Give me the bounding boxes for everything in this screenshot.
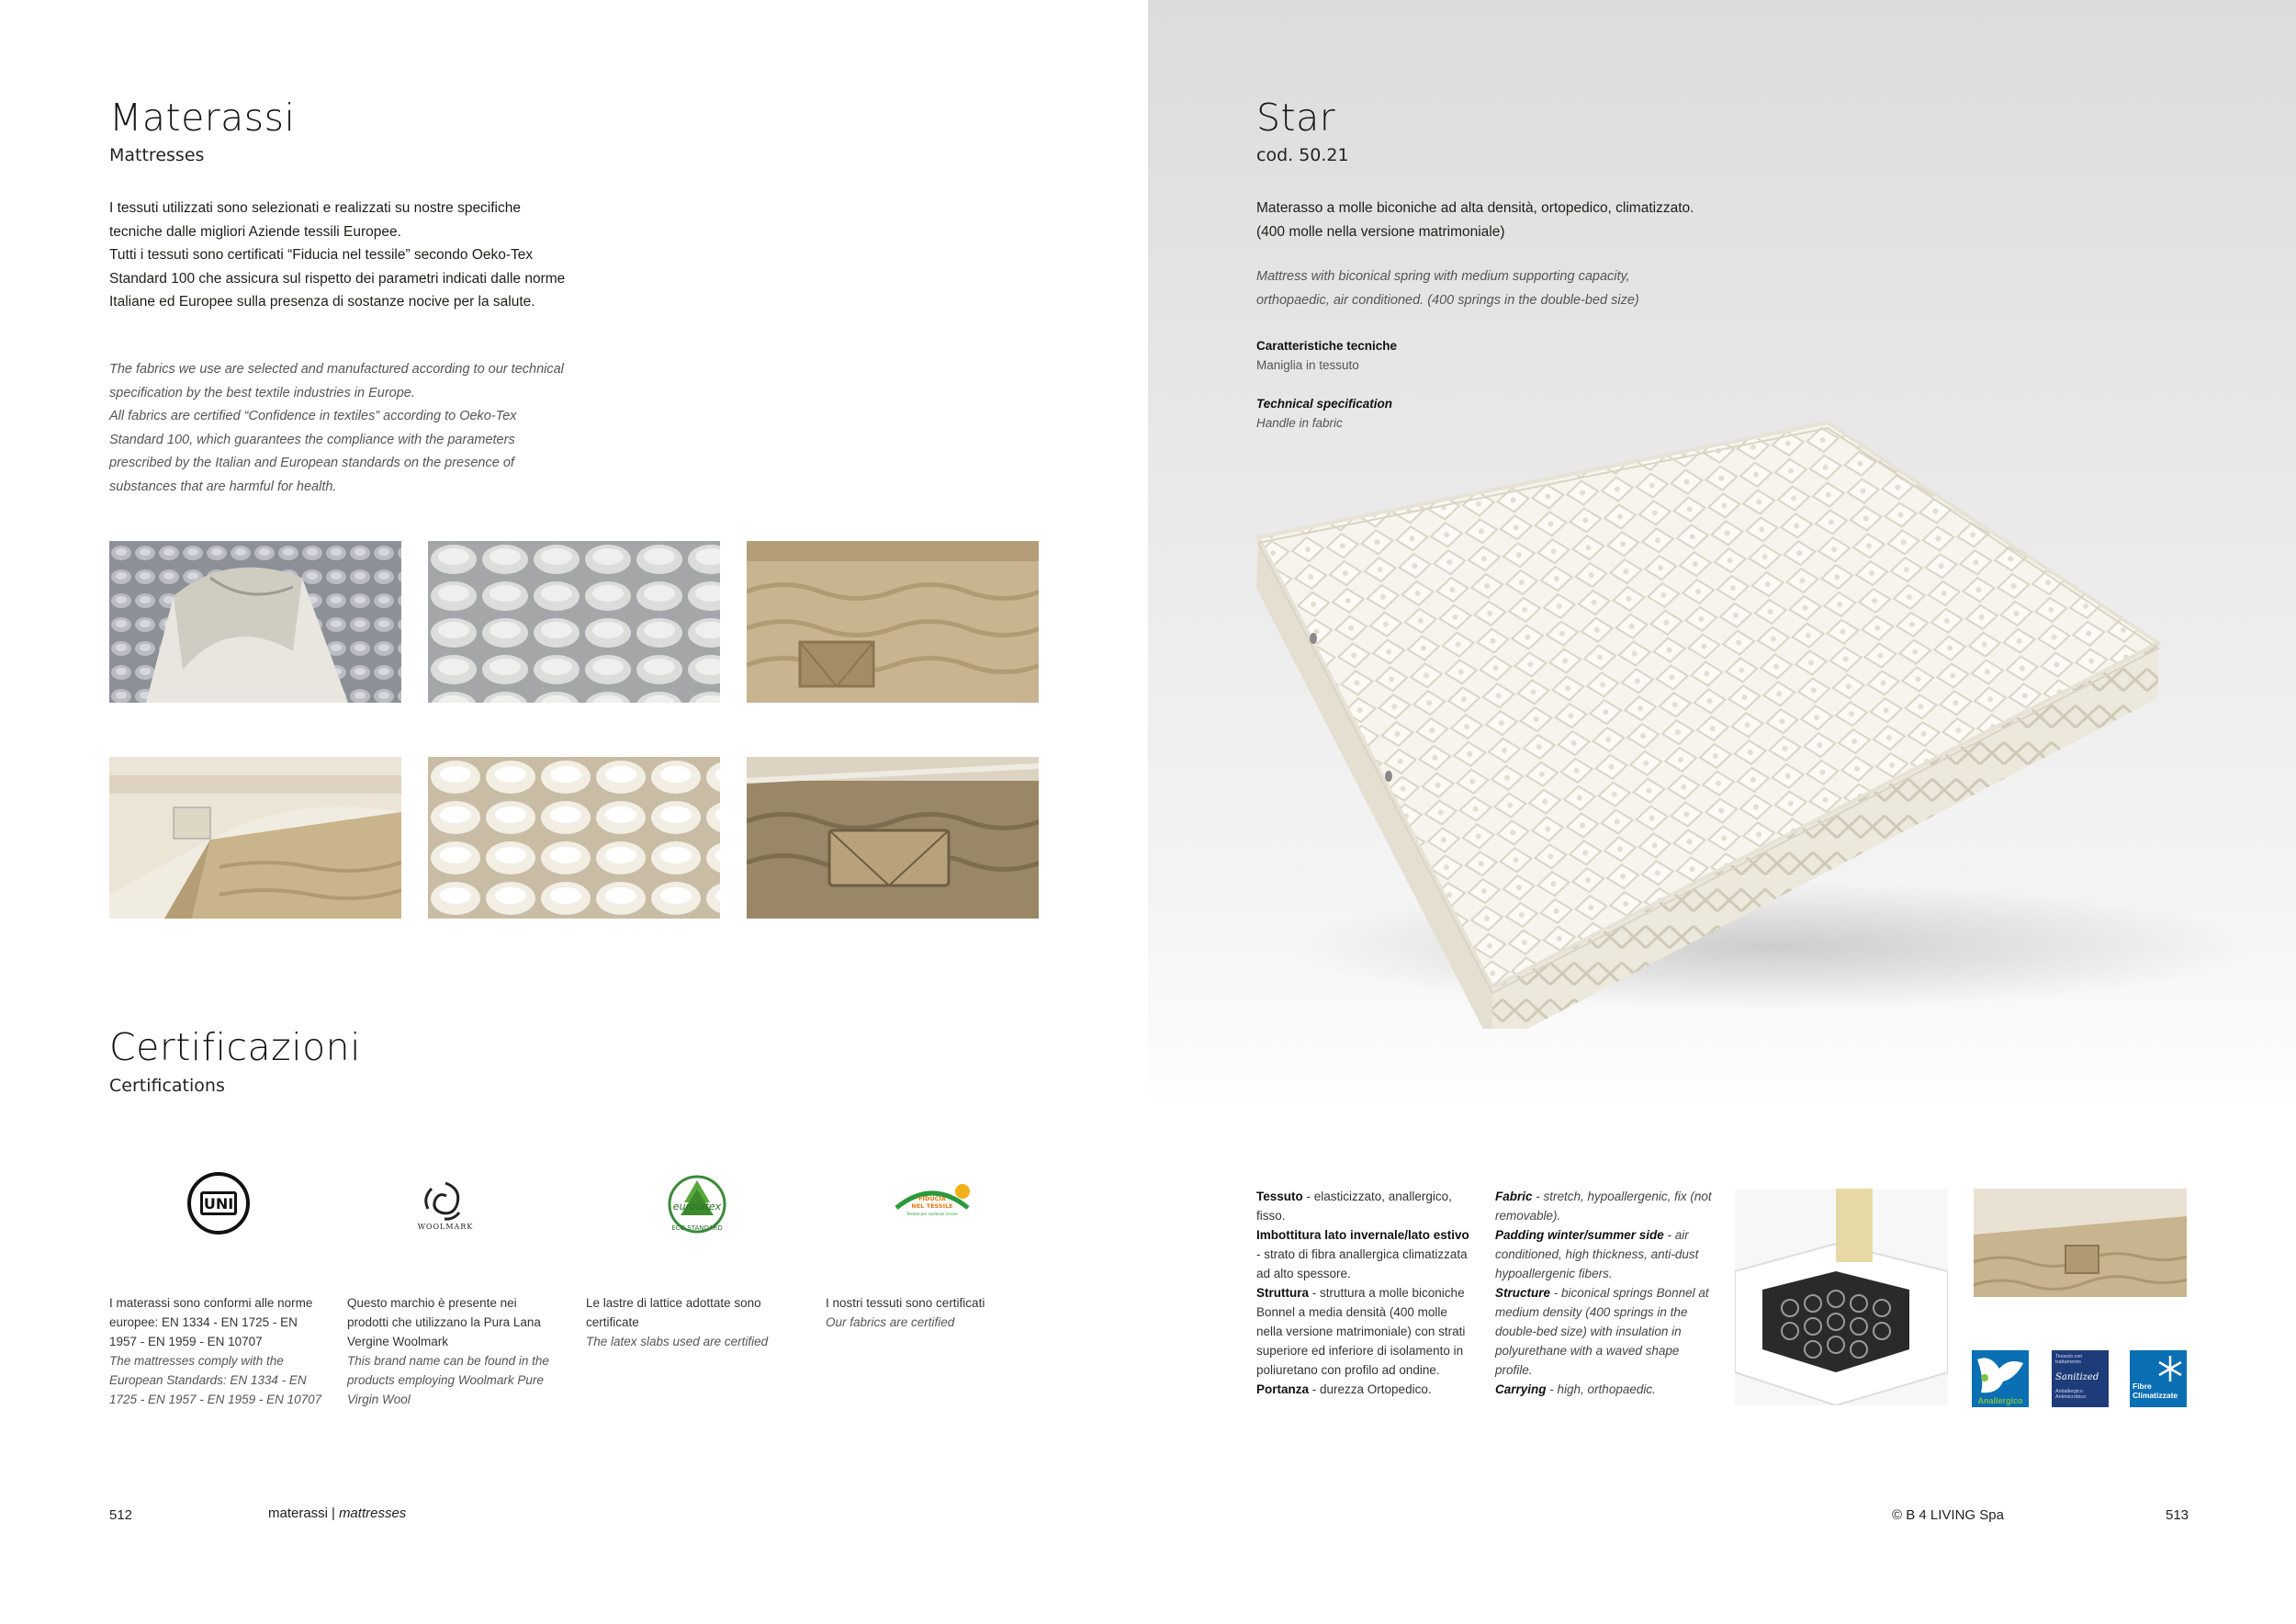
- svg-text:UNI: UNI: [203, 1195, 234, 1212]
- mattress-main-photo: [1240, 404, 2250, 1029]
- footer-section-label: [268, 1506, 406, 1521]
- footer-separator: |: [332, 1506, 335, 1521]
- cert-woolmark-text-en: This brand name can be found in the products employing Woolmark Pure Virgin Wool: [347, 1354, 549, 1406]
- mattress-corner-photo: [109, 757, 401, 919]
- product-desc-italian: Materasso a molle biconiche ad alta densità, ortopedico, climatizzato. (400 molle nella versione matrimoniale): [1256, 200, 1694, 240]
- right-page: [1148, 0, 2296, 1624]
- handle-photo-1: [747, 541, 1039, 703]
- cert-woolmark-text: [347, 1293, 554, 1409]
- tech-heading-it: Caratteristiche tecniche: [1256, 339, 1398, 353]
- cert-uni-text: [109, 1293, 325, 1409]
- svg-text:Testato per sostanze nocive: Testato per sostanze nocive: [906, 1212, 958, 1216]
- fibre-climatizzate-badge-icon: Fibre Climatizzate: [2130, 1350, 2187, 1407]
- svg-text:ECO STANDARD: ECO STANDARD: [671, 1224, 723, 1232]
- spec-en-structure: Structure - biconical springs Bonnel at medium density (400 springs in the double-bed size) with insulation in polyurethane with a waved shape profile.: [1495, 1286, 1709, 1377]
- page-number-right: 513: [2166, 1507, 2189, 1523]
- product-title: Star: [1256, 96, 1336, 140]
- handle-photo-2: [747, 757, 1039, 919]
- specs-italian: [1256, 1187, 1477, 1399]
- svg-text:NEL TESSILE: NEL TESSILE: [911, 1202, 953, 1210]
- cross-section-photo: [1735, 1189, 1948, 1405]
- svg-text:FIDUCIA: FIDUCIA: [918, 1195, 946, 1202]
- intro-english: The fabrics we use are selected and manufactured according to our technical specification by the best textile industries in Europe. All fabrics are certified “Confidence in textiles” according to Oeko-Tex Standard 100, which guarantees the compliance with the parameters prescribed by the Italian and European standards on the presence of substances that are harmful for health.: [109, 362, 564, 494]
- product-code: cod. 50.21: [1256, 145, 1349, 165]
- woolmark-logo-icon: [413, 1176, 478, 1233]
- cert-fiducia-text: [826, 1293, 1028, 1332]
- sanitized-badge-icon: Tessuto con trattamento Sanitized Antiallergico Antimicrobico: [2052, 1350, 2109, 1407]
- cert-uni-text-en: The mattresses comply with the European Standards: EN 1334 - EN 1725 - EN 1957 - EN 1959 - EN 10707: [109, 1354, 322, 1406]
- certifications-subtitle: Certifications: [109, 1076, 225, 1096]
- anallergico-badge-icon: Anallergico: [1972, 1350, 2029, 1407]
- certifications-title: Certificazioni: [109, 1025, 362, 1069]
- fabric-photo-1: [109, 541, 401, 703]
- svg-text:WOOLMARK: WOOLMARK: [417, 1223, 474, 1231]
- svg-text:eurolatex: eurolatex: [672, 1201, 722, 1212]
- tech-value-it: Maniglia in tessuto: [1256, 358, 1359, 372]
- eurolatex-logo-icon: [658, 1171, 736, 1237]
- spec-it-structure: Struttura - struttura a molle biconiche Bonnel a media densità (400 molle nella versione matrimoniale) con strati superiore ed inferiore di isolamento in poliuretano con profilo ad ondine.: [1256, 1286, 1466, 1377]
- spec-en-padding: Padding winter/summer side - air conditioned, high thickness, anti-dust hypoallergenic fibers.: [1495, 1228, 1699, 1280]
- cert-uni-text-it: I materassi sono conformi alle norme europee: EN 1334 - EN 1725 - EN 1957 - EN 1959 - EN 10707: [109, 1296, 313, 1348]
- page-number-left: 512: [109, 1507, 133, 1523]
- cert-fiducia-text-en: Our fabrics are certified: [826, 1315, 955, 1329]
- tech-value-en: Handle in fabric: [1256, 416, 1343, 430]
- cert-eurolatex-text: [586, 1293, 788, 1351]
- spec-it-fabric: Tessuto - elasticizzato, anallergico, fisso.: [1256, 1190, 1452, 1223]
- uni-logo-icon: [186, 1171, 251, 1235]
- spec-en-fabric: Fabric - stretch, hypoallergenic, fix (not removable).: [1495, 1190, 1712, 1223]
- footer-section-it: materassi: [268, 1506, 329, 1521]
- footer-section-en: mattresses: [338, 1506, 407, 1521]
- cert-eurolatex-text-it: Le lastre di lattice adottate sono certificate: [586, 1296, 761, 1329]
- page-title: Materassi: [109, 96, 296, 140]
- spec-en-carrying: Carrying - high, orthopaedic.: [1495, 1382, 1656, 1396]
- page-subtitle: Mattresses: [109, 145, 205, 165]
- product-desc-english: Mattress with biconical spring with medium supporting capacity, orthopaedic, air conditioned. (400 springs in the double-bed size): [1256, 269, 1639, 308]
- fiducia-tessile-logo-icon: [891, 1180, 974, 1228]
- spec-it-padding: Imbottitura lato invernale/lato estivo - strato di fibra anallergica climatizzata ad alto spessore.: [1256, 1228, 1469, 1280]
- specs-english: [1495, 1187, 1716, 1399]
- cert-fiducia-text-it: I nostri tessuti sono certificati: [826, 1296, 985, 1310]
- tech-heading-en: Technical specification: [1256, 397, 1393, 411]
- cert-woolmark-text-it: Questo marchio è presente nei prodotti che utilizzano la Pura Lana Vergine Woolmark: [347, 1296, 541, 1348]
- fabric-photo-2: [428, 541, 720, 703]
- mattress-detail-photo: [1974, 1189, 2187, 1297]
- spec-it-carrying: Portanza - durezza Ortopedico.: [1256, 1382, 1432, 1396]
- cert-eurolatex-text-en: The latex slabs used are certified: [586, 1335, 769, 1348]
- intro-italian: I tessuti utilizzati sono selezionati e realizzati su nostre specifiche tecniche dalle migliori Aziende tessili Europee. Tutti i tessuti sono certificati “Fiducia nel tessile” secondo Oeko-Tex Standard 100 che assicura sul rispetto dei parametri indicati dalle norme Italiane ed Europee sulla presenza di sostanze nocive per la salute.: [109, 200, 566, 310]
- padding-photo: [428, 757, 720, 919]
- copyright: © B 4 LIVING Spa: [1892, 1507, 2004, 1523]
